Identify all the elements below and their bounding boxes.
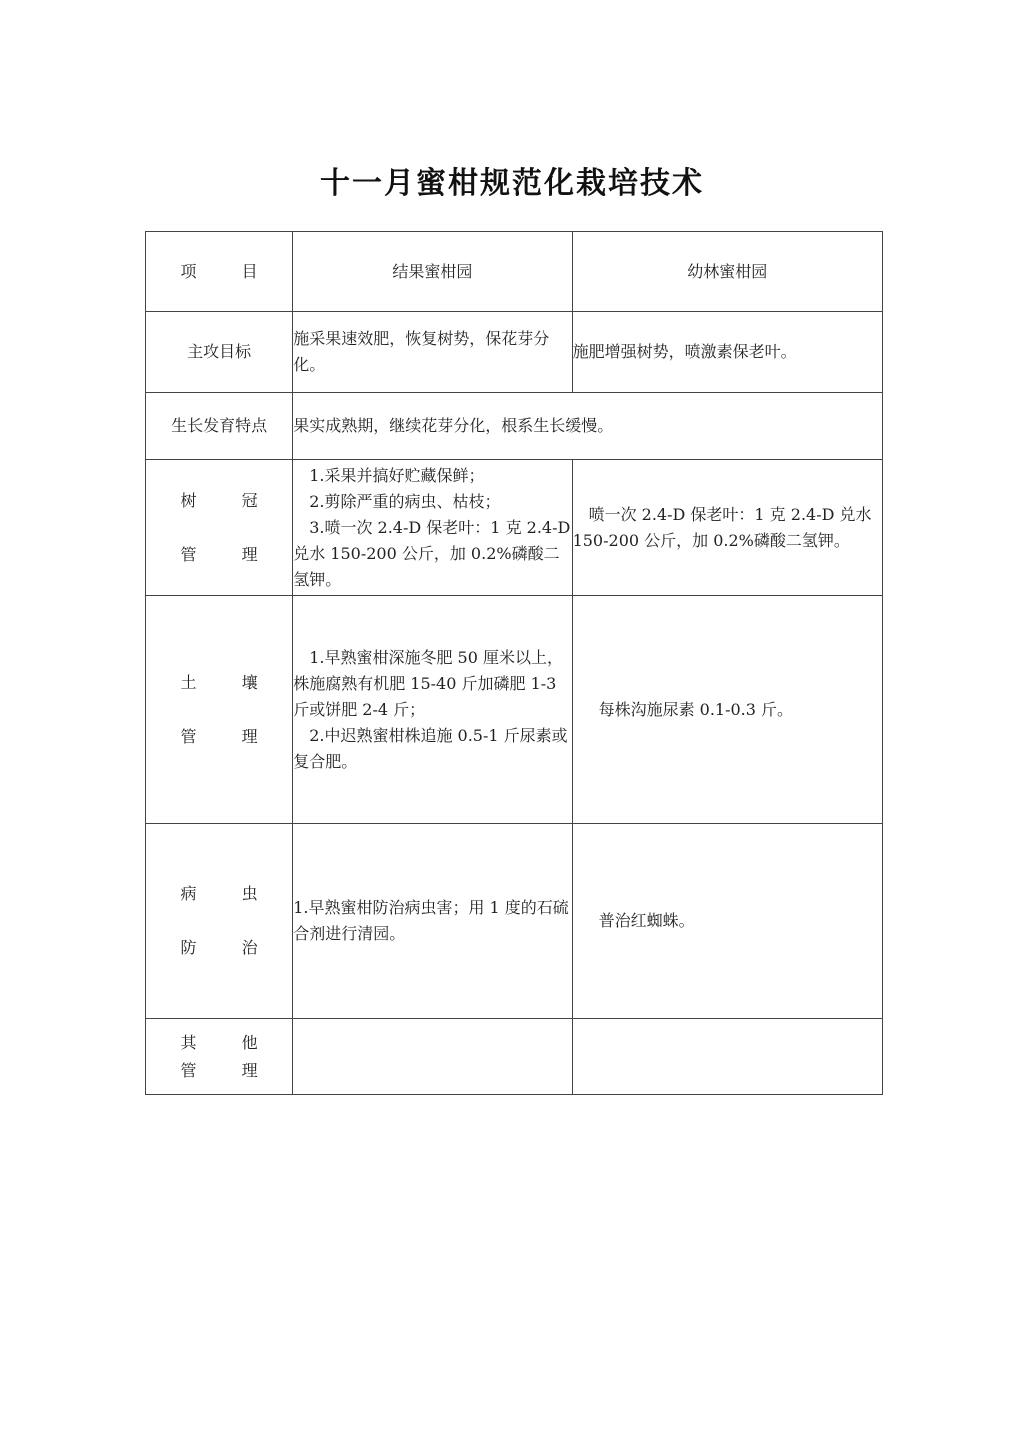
soil-label-line-2: 管 理 xyxy=(180,726,278,746)
row-other-management xyxy=(146,1019,883,1095)
pest-young-text: 普治红蜘蛛。 xyxy=(598,911,695,930)
row-canopy-management xyxy=(146,460,883,596)
canopy-fruiting-item-3: 3.喷一次 2.4-D 保老叶：1 克 2.4-D 兑水 150-200 公斤，加 0.2%磷酸二氢钾。 xyxy=(293,517,571,589)
canopy-label-line-2: 管 理 xyxy=(180,544,278,564)
row-label-other xyxy=(146,1019,293,1095)
row-soil-management xyxy=(146,596,883,824)
other-label-line-2: 管 理 xyxy=(180,1060,278,1080)
other-label-line-1: 其 他 xyxy=(180,1032,278,1052)
row-label-soil xyxy=(146,596,293,824)
soil-fruiting-item-1: 1.早熟蜜柑深施冬肥 50 厘米以上，株施腐熟有机肥 15-40 斤加磷肥 1-3 斤或饼肥 2-4 斤； xyxy=(293,647,563,719)
row-label-pest xyxy=(146,824,293,1019)
row-pest-control xyxy=(146,824,883,1019)
soil-fruiting-item-2: 2.中迟熟蜜柑株追施 0.5-1 斤尿素或复合肥。 xyxy=(293,725,568,771)
goal-young-cell: 施肥增强树势，喷激素保老叶。 xyxy=(572,312,882,393)
canopy-young-cell xyxy=(572,460,882,596)
header-young-orchard: 幼林蜜柑园 xyxy=(572,232,882,312)
pest-young-cell xyxy=(572,824,882,1019)
soil-young-text: 每株沟施尿素 0.1-0.3 斤。 xyxy=(598,699,794,719)
soil-label-line-1: 土 壤 xyxy=(180,672,278,692)
row-label-growth xyxy=(146,393,293,460)
row-growth-features xyxy=(146,393,883,460)
header-item-text: 项 目 xyxy=(180,261,278,281)
page-title: 十一月蜜柑规范化栽培技术 xyxy=(320,166,704,201)
pest-label-line-1: 病 虫 xyxy=(180,884,278,903)
growth-label-text: 生长发育特点 xyxy=(171,416,268,435)
canopy-fruiting-item-2: 2.剪除严重的病虫、枯枝； xyxy=(309,491,501,511)
soil-young-cell xyxy=(572,596,882,824)
canopy-young-text: 喷一次 2.4-D 保老叶：1 克 2.4-D 兑水 150-200 公斤，加 0.2%磷酸二氢钾。 xyxy=(572,504,872,550)
growth-text-cell: 果实成熟期，继续花芽分化，根系生长缓慢。 xyxy=(293,393,883,460)
row-label-canopy xyxy=(146,460,293,596)
table-header-row xyxy=(146,232,883,312)
pest-label-line-2: 防 治 xyxy=(180,938,278,957)
canopy-fruiting-cell xyxy=(293,460,572,596)
canopy-fruiting-item-1: 1.采果并搞好贮藏保鲜； xyxy=(309,465,485,485)
row-label-goal xyxy=(146,312,293,393)
pest-fruiting-cell: 1.早熟蜜柑防治病虫害；用 1 度的石硫合剂进行清园。 xyxy=(293,824,572,1019)
cultivation-table xyxy=(145,231,883,1095)
canopy-label-line-1: 树 冠 xyxy=(180,490,278,510)
other-young-cell xyxy=(572,1019,882,1095)
header-fruiting-orchard: 结果蜜柑园 xyxy=(293,232,572,312)
header-item xyxy=(146,232,293,312)
goal-label-text: 主攻目标 xyxy=(187,342,252,361)
goal-fruiting-cell: 施采果速效肥，恢复树势，保花芽分化。 xyxy=(293,312,572,393)
soil-fruiting-cell xyxy=(293,596,572,824)
other-fruiting-cell xyxy=(293,1019,572,1095)
row-main-goal xyxy=(146,312,883,393)
